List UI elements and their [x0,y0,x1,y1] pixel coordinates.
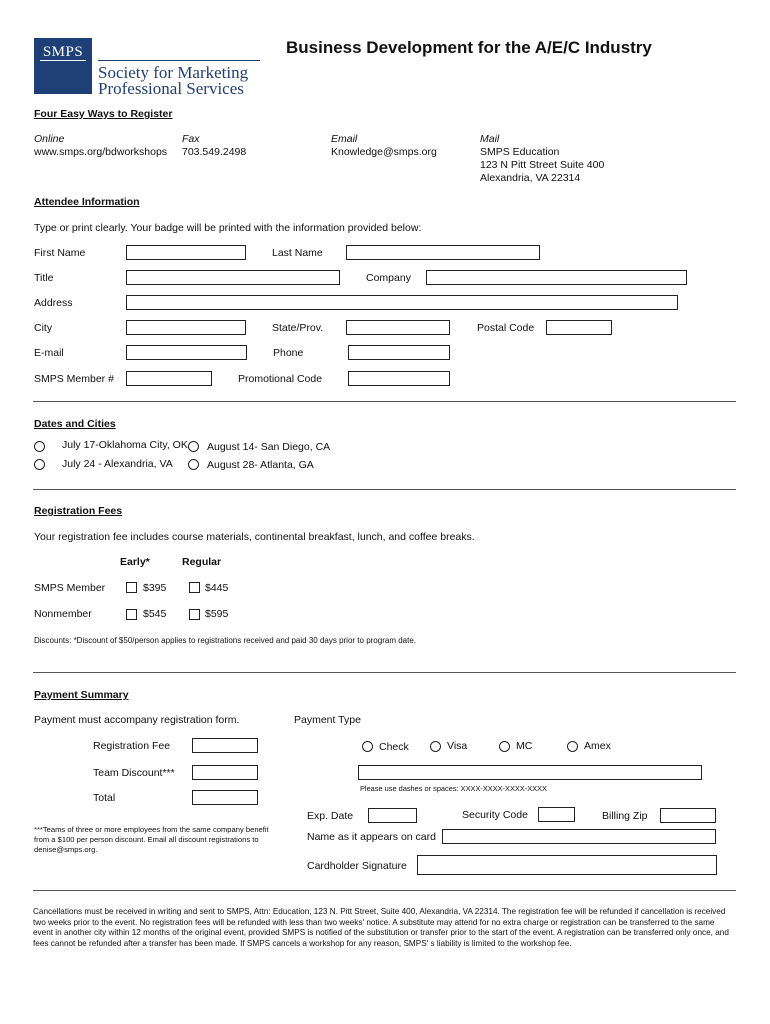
logo-rule [98,60,260,61]
radio-date-2[interactable] [188,441,199,452]
attendee-heading: Attendee Information [34,196,140,208]
promo-field[interactable] [348,371,450,386]
radio-date-3[interactable] [34,459,45,470]
member-early-price: $395 [143,582,167,594]
dates-heading: Dates and Cities [34,418,116,430]
cancellation-policy: Cancellations must be received in writing and sent to SMPS, Attn: Education, 123 N. Pitt Street, Suite 400, Alexandria, VA 22314. The registration fee will be refunded if cancellation is received two weeks prior to the event. No registration fees will be refunded with less than two weeks' notice. A substitute may attend for no extra charge or registration can be transferred to the same event in another city within 12 months of the original event, provided SMPS is notified of the substitution or transfer prior to the start of the event. A registration can be transferred only once, and fees cannot be refunded after a transfer has been made. If SMPS cancels a workshop for any reason, SMPS' s liability is limited to the workshop fee. [33,907,729,948]
mail-line-1: SMPS Education [480,146,560,158]
regular-column-header: Regular [182,556,222,568]
team-discount-field[interactable] [192,765,258,780]
member-regular-checkbox[interactable] [189,582,200,593]
email-field[interactable] [126,345,247,360]
check-option-label: Check [379,741,409,753]
registration-fee-field[interactable] [192,738,258,753]
nonmember-fee-label: Nonmember [34,608,92,620]
nonmember-early-price: $545 [143,608,167,620]
member-number-field[interactable] [126,371,212,386]
email-label: Email [331,133,358,145]
date-1-label: July 17-Oklahoma City, OK [62,439,188,451]
amex-option-label: Amex [584,740,611,752]
logo-line-2: Professional Services [98,79,244,98]
payment-must-note: Payment must accompany registration form. [34,714,240,726]
online-label: Online [34,133,65,145]
visa-option-label: Visa [447,740,468,752]
early-column-header: Early* [120,556,150,568]
logo-mark-text: SMPS [42,44,84,60]
postal-field[interactable] [546,320,612,335]
page-title: Business Development for the A/E/C Industry [286,38,652,57]
promo-label: Promotional Code [238,373,323,385]
fax-value: 703.549.2498 [182,146,247,158]
name-on-card-label: Name as it appears on card [307,831,436,843]
register-heading: Four Easy Ways to Register [34,108,173,120]
fees-intro: Your registration fee includes course materials, continental breakfast, lunch, and coffee breaks. [34,531,475,543]
security-code-label: Security Code [462,809,528,821]
name-on-card-field[interactable] [442,829,716,844]
mail-line-3: Alexandria, VA 22314 [480,172,581,184]
company-field[interactable] [426,270,687,285]
date-2-label: August 14- San Diego, CA [207,441,331,453]
title-label: Title [34,272,54,284]
total-field[interactable] [192,790,258,805]
radio-mc[interactable] [499,741,510,752]
title-field[interactable] [126,270,340,285]
divider [33,890,736,891]
nonmember-regular-price: $595 [205,608,229,620]
state-label: State/Prov. [272,322,324,334]
phone-label: Phone [273,347,304,359]
mc-option-label: MC [516,740,533,752]
first-name-field[interactable] [126,245,246,260]
email-field-label: E-mail [34,347,64,359]
exp-date-label: Exp. Date [307,810,354,822]
radio-amex[interactable] [567,741,578,752]
state-field[interactable] [346,320,450,335]
last-name-field[interactable] [346,245,540,260]
fees-heading: Registration Fees [34,505,123,517]
discount-note: Discounts: *Discount of $50/person applies to registrations received and paid 30 days prior to program date. [34,636,416,645]
email-value[interactable]: Knowledge@smps.org [331,146,437,158]
smps-logo-mark [34,38,92,94]
divider [33,489,736,490]
member-regular-price: $445 [205,582,229,594]
card-number-field[interactable] [358,765,702,780]
member-early-checkbox[interactable] [126,582,137,593]
radio-date-4[interactable] [188,459,199,470]
radio-check[interactable] [362,741,373,752]
member-fee-label: SMPS Member [34,582,106,594]
logo-line-1: Society for Marketing [98,63,249,82]
last-name-label: Last Name [272,247,323,259]
attendee-instructions: Type or print clearly. Your badge will be printed with the information provided below: [34,222,422,234]
phone-field[interactable] [348,345,450,360]
nonmember-early-checkbox[interactable] [126,609,137,620]
payment-type-label: Payment Type [294,714,361,726]
nonmember-regular-checkbox[interactable] [189,609,200,620]
radio-date-1[interactable] [34,441,45,452]
address-label: Address [34,297,73,309]
total-label: Total [93,792,116,804]
billing-zip-field[interactable] [660,808,716,823]
company-label: Company [366,272,411,284]
logo-mark-rule [40,60,86,61]
member-number-label: SMPS Member # [34,373,114,385]
postal-label: Postal Code [477,322,535,334]
address-field[interactable] [126,295,678,310]
mail-line-2: 123 N Pitt Street Suite 400 [480,159,605,171]
radio-visa[interactable] [430,741,441,752]
date-3-label: July 24 - Alexandria, VA [62,458,173,470]
security-code-field[interactable] [538,807,575,822]
mail-label: Mail [480,133,500,145]
date-4-label: August 28- Atlanta, GA [207,459,314,471]
signature-label: Cardholder Signature [307,860,407,872]
online-value[interactable]: www.smps.org/bdworkshops [34,146,168,158]
fax-label: Fax [182,133,200,145]
divider [33,672,736,673]
signature-field[interactable] [417,855,717,875]
payment-heading: Payment Summary [34,689,129,701]
team-discount-label: Team Discount*** [93,767,175,779]
registration-fee-label: Registration Fee [93,740,171,752]
team-discount-note: ***Teams of three or more employees from the same company benefit from a $100 per person discount. Email all discount registrations to denise@smps.org. [34,825,269,854]
billing-zip-label: Billing Zip [602,810,648,822]
exp-date-field[interactable] [368,808,417,823]
divider [33,401,736,402]
city-field[interactable] [126,320,246,335]
card-format-hint: Please use dashes or spaces: XXXX-XXXX-XXXX-XXXX [360,784,547,793]
city-label: City [34,322,53,334]
first-name-label: First Name [34,247,86,259]
